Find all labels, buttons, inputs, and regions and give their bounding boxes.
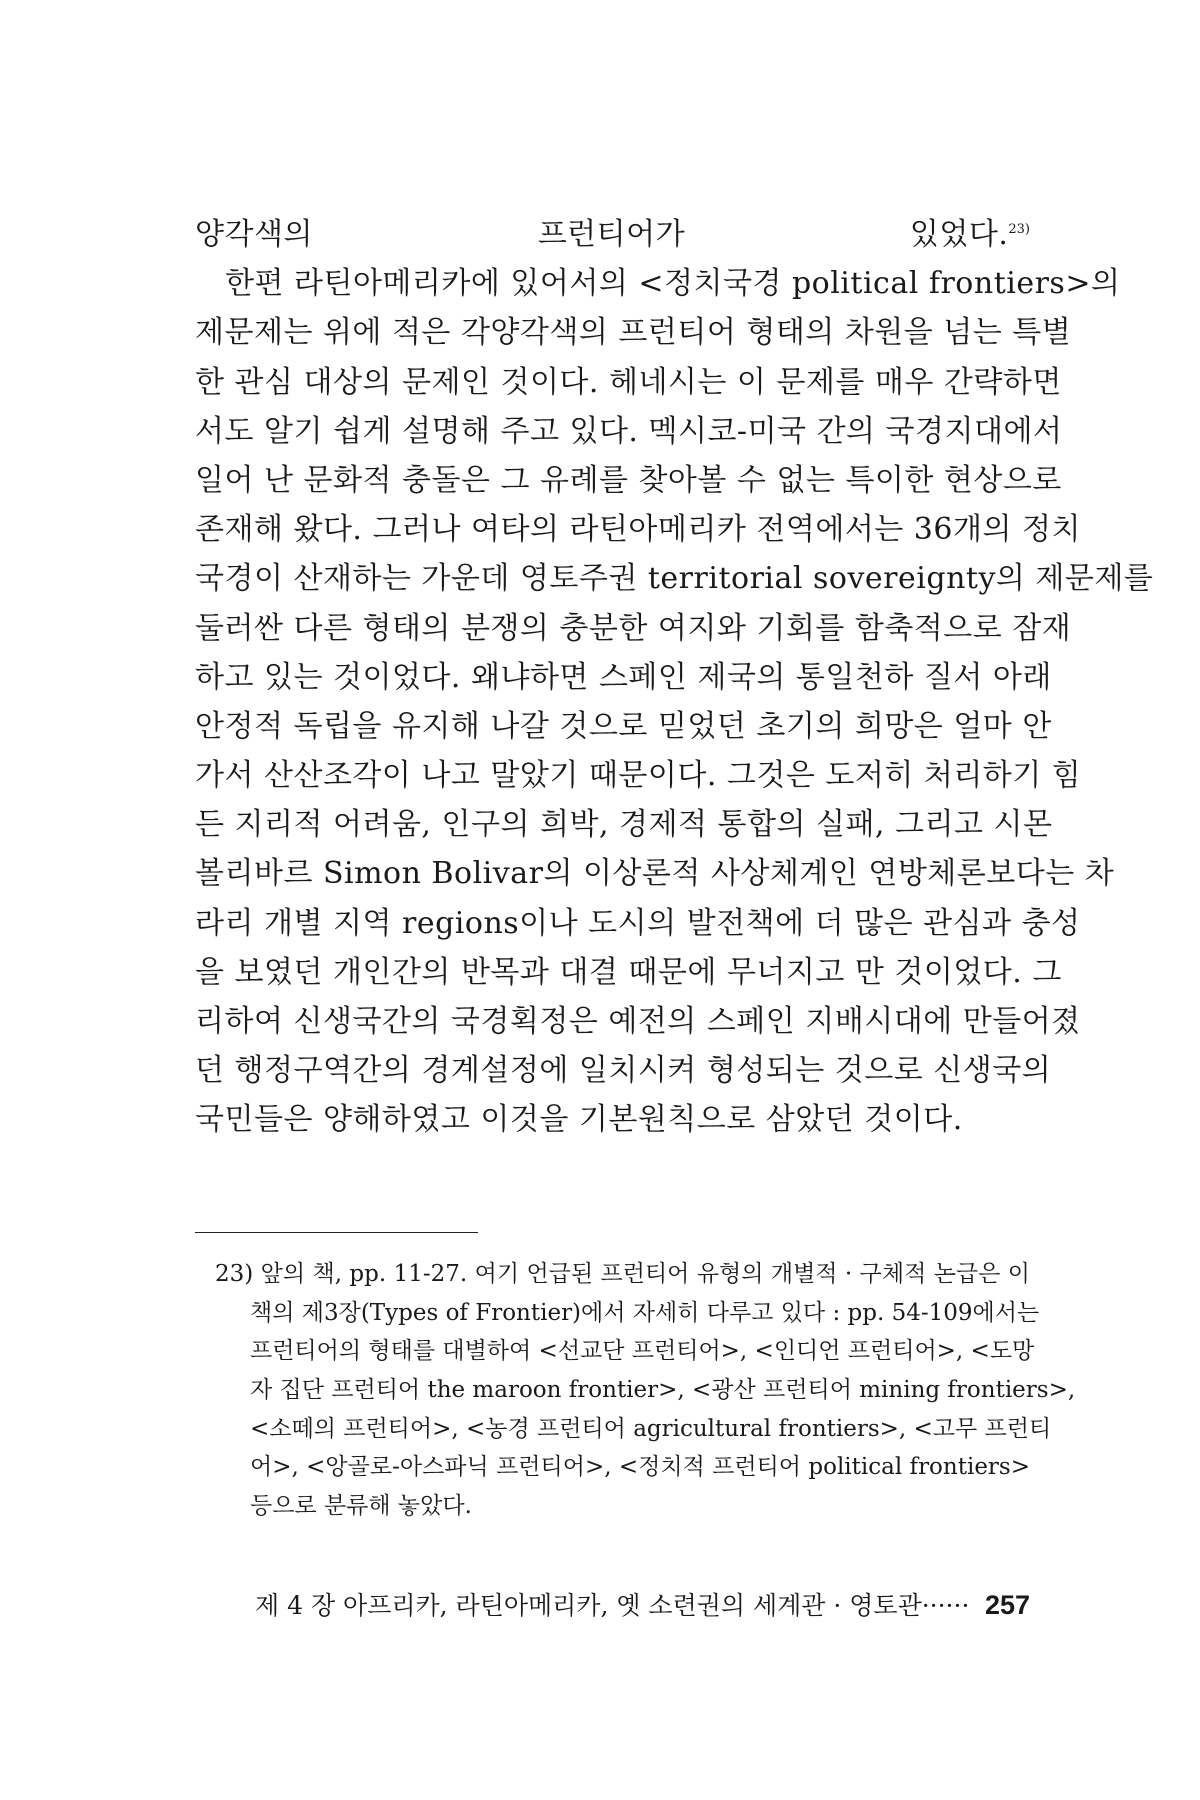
text-line-7: 존재해 왔다. 그러나 여타의 라틴아메리카 전역에서는 36개의 정치 (195, 512, 1081, 548)
footnote-line-3: 프런티어의 형태를 대별하여 <선교단 프런티어>, <인디언 프런티어>, <도망 (250, 1338, 1035, 1365)
text-line-1-content: 양각색의 프런티어가 있었다. (195, 217, 1009, 252)
footnote-reference: 23) (1008, 222, 1030, 237)
running-footer (255, 1590, 1030, 1621)
footnote-divider (195, 1232, 478, 1233)
text-line-17: 리하여 신생국간의 국경획정은 예전의 스페인 지배시대에 만들어졌 (195, 1004, 1081, 1039)
main-text (195, 210, 1154, 1145)
text-line-19: 국민들은 양해하였고 이것을 기본원칙으로 삼았던 것이다. (195, 1102, 963, 1138)
text-line-2: 한편 라틴아메리카에 있어서의 <정치국경 political frontiers>의 (225, 266, 1121, 302)
text-line-5: 서도 알기 쉽게 설명해 주고 있다. 멕시코-미국 간의 국경지대에서 (195, 413, 1063, 449)
footnote-line-7: 등으로 분류해 놓았다. (250, 1493, 472, 1520)
text-line-11: 안정적 독립을 유지해 나갈 것으로 믿었던 초기의 희망은 얼마 안 (195, 708, 1052, 744)
footnote-line-1: 23) 앞의 책, pp. 11-27. 여기 언급된 프런티어 유형의 개별적 · 구체적 논급은 이 (215, 1261, 1030, 1287)
text-line-13: 든 지리적 어려움, 인구의 희박, 경제적 통합의 실패, 그리고 시몬 (195, 807, 1053, 843)
footnote-line-6: 어>, <앙골로-아스파닉 프런티어>, <정치적 프런티어 political frontiers> (250, 1454, 1030, 1481)
text-line-8: 국경이 산재하는 가운데 영토주권 territorial sovereignty의 제문제를 (195, 561, 1154, 597)
text-line-9: 둘러싼 다른 형태의 분쟁의 충분한 여지와 기회를 함축적으로 잠재 (195, 610, 1072, 646)
text-line-6: 일어 난 문화적 충돌은 그 유례를 찾아볼 수 없는 특이한 현상으로 (195, 462, 1062, 498)
text-line-3: 제문제는 위에 적은 각양각색의 프런티어 형태의 차원을 넘는 특별 (195, 315, 1072, 351)
chapter-title: 제 4 장 아프리카, 라틴아메리카, 옛 소련권의 세계관 · 영토관······ (255, 1591, 970, 1620)
footnote-line-5: <소떼의 프런티어>, <농경 프런티어 agricultural frontiers>, <고무 프런티 (250, 1415, 1052, 1442)
footnote-line-2: 책의 제3장(Types of Frontier)에서 자세히 다루고 있다 : pp. 54-109에서는 (250, 1299, 1040, 1326)
page-number: 257 (984, 1590, 1030, 1620)
text-line-10: 하고 있는 것이었다. 왜냐하면 스페인 제국의 통일천하 질서 아래 (195, 659, 1052, 695)
footnote-23 (215, 1255, 1076, 1526)
text-line-16: 을 보였던 개인간의 반목과 대결 때문에 무너지고 만 것이었다. 그 (195, 954, 1062, 990)
text-line-18: 던 행정구역간의 경계설정에 일치시켜 형성되는 것으로 신생국의 (195, 1053, 1052, 1089)
text-line-12: 가서 산산조각이 나고 말았기 때문이다. 그것은 도저히 처리하기 힘 (195, 758, 1082, 794)
text-line-14: 볼리바르 Simon Bolivar의 이상론적 사상체계인 연방체론보다는 차 (195, 856, 1115, 892)
text-line-1 (195, 210, 1030, 259)
text-line-4: 한 관심 대상의 문제인 것이다. 헤네시는 이 문제를 매우 간략하면 (195, 364, 1062, 400)
footnote-line-4: 자 집단 프런티어 the maroon frontier>, <광산 프런티어 mining frontiers>, (250, 1377, 1076, 1404)
text-line-15: 라리 개별 지역 regions이나 도시의 발전책에 더 많은 관심과 충성 (195, 905, 1081, 941)
